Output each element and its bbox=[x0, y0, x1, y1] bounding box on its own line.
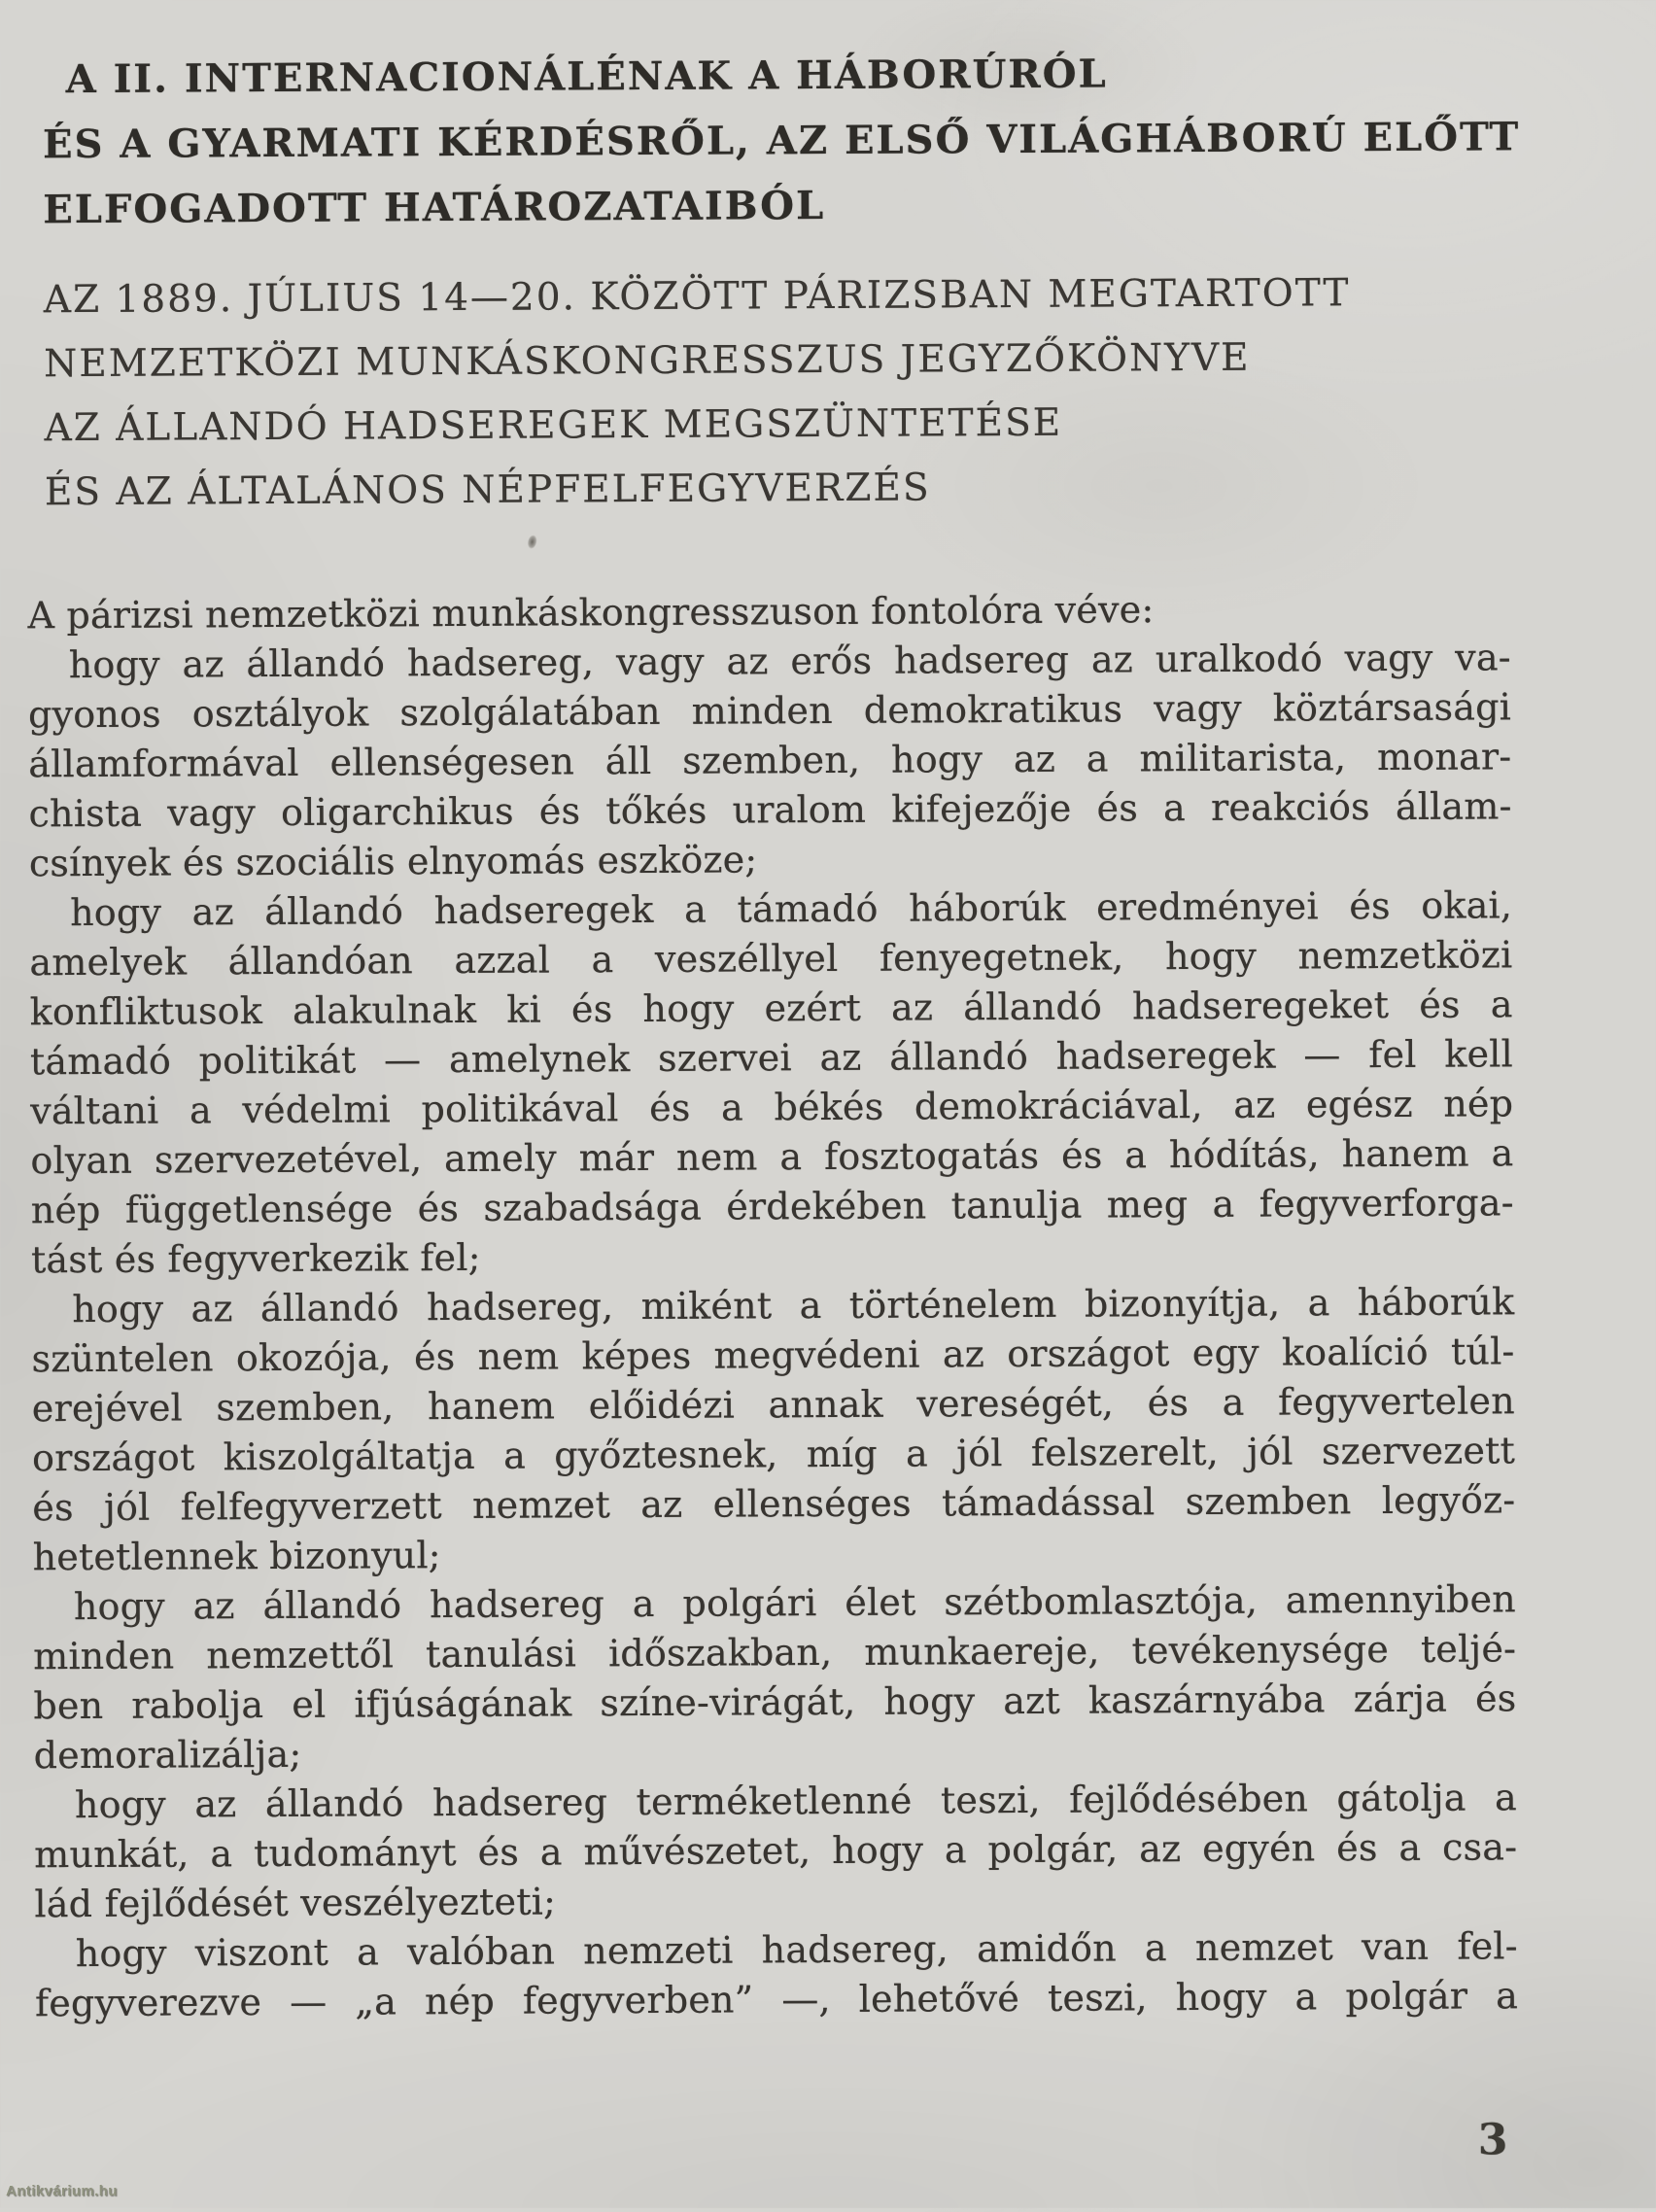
subtitle-line: ÉS AZ ÁLTALÁNOS NÉPFELFEGYVERZÉS bbox=[44, 466, 931, 515]
body-line: erejével szemben, hanem előidézi annak vereségét, és a fegyvertelen bbox=[31, 1379, 1515, 1431]
body-line: és jól felfegyverzett nemzet az ellenséges támadással szemben legyőz- bbox=[32, 1478, 1516, 1530]
body-line: tást és fegyverkezik fel; bbox=[30, 1235, 481, 1282]
body-line: amelyek állandóan azzal a veszéllyel fenyegetnek, hogy nemzetközi bbox=[29, 933, 1513, 985]
body-line: hogy az állandó hadsereg, vagy az erős hadsereg az uralkodó vagy va- bbox=[68, 636, 1511, 687]
body-line: támadó politikát — amelynek szervei az állandó hadseregek — fel kell bbox=[29, 1032, 1514, 1084]
body-line: országot kiszolgáltatja a győztesnek, míg a jól felszerelt, jól szervezett bbox=[31, 1429, 1516, 1480]
body-line: hetetlennek bizonyul; bbox=[32, 1534, 441, 1579]
body-line: olyan szervezetével, amely már nem a fosztogatás és a hódítás, hanem a bbox=[30, 1131, 1514, 1183]
subtitle-line: AZ 1889. JÚLIUS 14—20. KÖZÖTT PÁRIZSBAN MEGTARTOTT bbox=[43, 271, 1351, 323]
body-text bbox=[27, 583, 1518, 2028]
body-line: hogy az állandó hadsereg a polgári élet szétbomlasztója, amennyiben bbox=[73, 1577, 1516, 1629]
body-line: csínyek és szociális elnyomás eszköze; bbox=[28, 838, 758, 885]
antikvarium-watermark: Antikvárium.hu bbox=[6, 2183, 118, 2199]
ink-speck bbox=[527, 535, 538, 550]
body-line: ben rabolja el ifjúságának színe-virágát, hogy azt kaszárnyába zárja és bbox=[33, 1676, 1517, 1728]
page-number: 3 bbox=[1477, 2115, 1508, 2165]
body-line: munkát, a tudományt és a művészetet, hogy a polgár, az egyén és a csa- bbox=[34, 1825, 1518, 1877]
body-line: chista vagy oligarchikus és tőkés uralom kifejezője és a reakciós állam- bbox=[28, 784, 1512, 836]
body-line: hogy az állandó hadsereg terméketlenné teszi, fejlődésében gátolja a bbox=[74, 1776, 1518, 1827]
title-line: ÉS A GYARMATI KÉRDÉSRŐL, AZ ELSŐ VILÁGHÁBORÚ ELŐTT bbox=[42, 114, 1521, 168]
body-line: váltani a védelmi politikával és a békés demokráciával, az egész nép bbox=[30, 1082, 1514, 1133]
body-line: államformával ellenségesen áll szemben, hogy az a militarista, monar- bbox=[28, 735, 1512, 786]
subtitle-line: NEMZETKÖZI MUNKÁSKONGRESSZUS JEGYZŐKÖNYVE bbox=[44, 335, 1251, 387]
body-line: minden nemzettől tanulási időszakban, munkaereje, tevékenysége teljé- bbox=[33, 1627, 1517, 1678]
body-line: fegyverezve — „a nép fegyverben” —, lehetővé teszi, hogy a polgár a bbox=[34, 1974, 1519, 2025]
subtitle-line: AZ ÁLLANDÓ HADSEREGEK MEGSZÜNTETÉSE bbox=[44, 400, 1063, 451]
body-line: demoralizálja; bbox=[33, 1732, 302, 1778]
body-line: szüntelen okozója, és nem képes megvédeni az országot egy koalíció túl- bbox=[31, 1330, 1515, 1381]
body-line: hogy az állandó hadsereg, miként a történelem bizonyítja, a háborúk bbox=[72, 1280, 1515, 1331]
body-line: gyonos osztályok szolgálatában minden demokratikus vagy köztársasági bbox=[27, 685, 1512, 737]
title-line: A II. INTERNACIONÁLÉNAK A HÁBORÚRÓL bbox=[65, 51, 1108, 103]
body-line: hogy viszont a valóban nemzeti hadsereg, amidőn a nemzet van fel- bbox=[75, 1924, 1518, 1976]
body-line: lád fejlődését veszélyezteti; bbox=[34, 1880, 557, 1926]
title-line: ELFOGADOTT HATÁROZATAIBÓL bbox=[43, 183, 826, 233]
chapter-title bbox=[42, 39, 1520, 242]
body-line: konfliktusok alakulnak ki és hogy ezért az állandó hadseregeket és a bbox=[29, 983, 1513, 1034]
body-line: nép függetlensége és szabadsága érdekében tanulja meg a fegyverforga- bbox=[30, 1181, 1514, 1232]
body-line: A párizsi nemzetközi munkáskongresszuson fontolóra véve: bbox=[27, 588, 1155, 638]
body-line: hogy az állandó hadseregek a támadó háborúk eredményei és okai, bbox=[70, 883, 1513, 935]
section-subtitle bbox=[44, 261, 1352, 525]
